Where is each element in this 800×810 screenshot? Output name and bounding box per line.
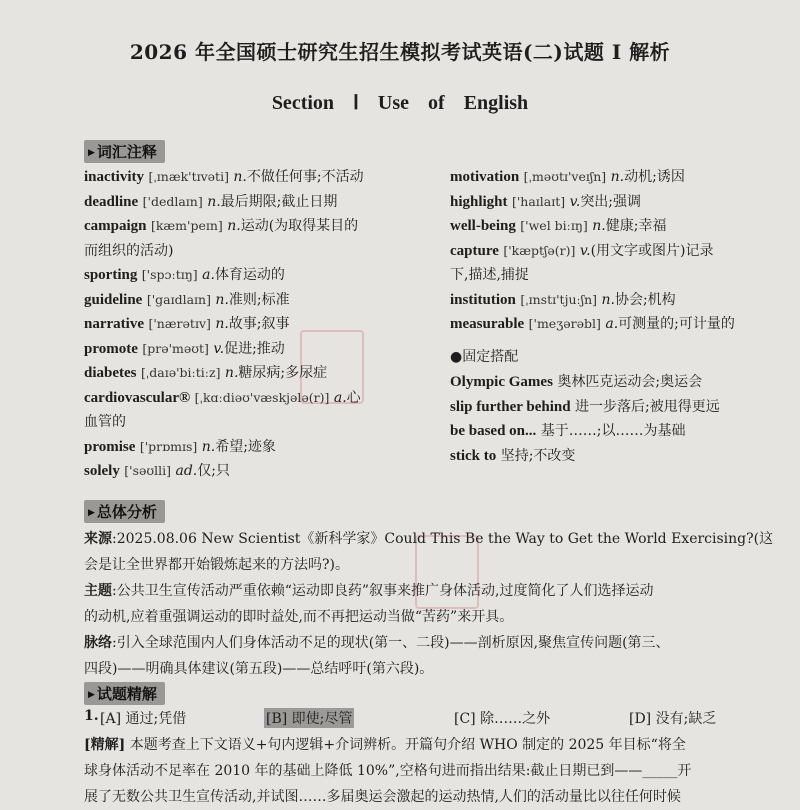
vocab-word: narrative [84, 316, 144, 332]
vocab-word: measurable [450, 316, 525, 332]
phrase-zh: 奥林匹克运动会;奥运会 [557, 374, 703, 390]
vocab-entry [450, 190, 800, 215]
phrase-entry [450, 419, 800, 444]
q1-explanation-line: 展了无数公共卫生宣传活动,并试图……多届奥运会激起的运动热情,人们的活动量比以往任何时候 [84, 789, 681, 805]
vocab-entry [84, 239, 444, 264]
analysis-text: :引入全球范围内人们身体活动不足的现状(第一、二段)——剖析原因,聚焦宣传问题(第三、 [112, 635, 670, 651]
part-of-speech: n. [207, 193, 221, 210]
phonetic: [ˌməʊtɪ'veɪʃn] [523, 169, 607, 184]
q1-option-d: [D] 没有;缺乏 [629, 711, 717, 727]
vocab-word: promote [84, 340, 138, 357]
phrase-entry [450, 444, 800, 469]
phonetic: ['kæptʃə(r)] [503, 242, 576, 258]
phrase-zh: 基于……;以……为基础 [540, 423, 686, 439]
vocab-word: cardiovascular® [84, 389, 191, 406]
vocab-entry [450, 239, 800, 264]
part-of-speech: n. [610, 169, 625, 185]
meaning: 促进;推动 [224, 340, 285, 357]
meaning: (用文字或图片)记录 [590, 242, 714, 259]
phonetic: [ˌɪnæk'tɪvəti] [148, 169, 229, 184]
vocab-entry [84, 190, 444, 215]
vocab-word: institution [450, 291, 516, 308]
meaning: 最后期限;截止日期 [220, 193, 338, 210]
meaning: 可测量的;可计量的 [618, 316, 735, 332]
vocab-word: well-being [450, 218, 516, 234]
phonetic: ['meʒərəbl] [528, 316, 601, 331]
vocab-word: campaign [84, 218, 147, 234]
vocab-word: capture [450, 242, 499, 259]
part-of-speech: ad. [175, 463, 198, 479]
part-of-speech: a. [605, 316, 619, 332]
phrase-en: Olympic Games [450, 374, 553, 390]
phonetic: ['səʊlli] [124, 463, 172, 478]
phonetic: [ˌɪnstɪ'tjuːʃn] [520, 291, 598, 307]
part-of-speech: n. [201, 438, 216, 455]
phrase-entry [450, 395, 800, 420]
vocab-word: solely [84, 463, 120, 479]
meaning: 准则;标准 [228, 291, 290, 308]
meaning: 仅;只 [197, 463, 230, 479]
vocab-entry [84, 337, 444, 362]
part-of-speech: n. [233, 169, 247, 185]
vocab-right-column [450, 165, 800, 337]
q1-explanation-line: 球身体活动不足率在 2010 年的基础上降低 10%”,空格句进而指出结果:截止日期已到——_____开 [84, 763, 692, 779]
analysis-text: :2025.08.06 New Scientist《新科学家》Could This Be the Way to Get the World Exercising?(这 [112, 531, 774, 547]
part-of-speech: n. [592, 218, 606, 234]
section-title: Section Ⅰ Use of English [271, 92, 529, 114]
phonetic: ['gaɪdlaɪn] [146, 291, 211, 307]
vocab-entry [450, 288, 800, 313]
phrase-zh: 进一步落后;被甩得更远 [575, 398, 720, 415]
phrase-en: stick to [450, 447, 497, 464]
analysis-label: 来源 [84, 531, 112, 547]
meaning: 血管的 [84, 414, 126, 430]
meaning: 故事;叙事 [228, 316, 290, 332]
phrase-entry [450, 370, 800, 395]
meaning: 而组织的活动) [84, 242, 174, 259]
phonetic: [ˌkɑːdiəʊ'væskjələ(r)] [194, 389, 330, 405]
vocab-entry [450, 263, 800, 288]
vocab-word: deadline [84, 193, 139, 210]
vocab-word: highlight [450, 193, 508, 210]
part-of-speech: n. [215, 291, 229, 308]
analysis-text: 会是让全世界都开始锻炼起来的方法吗?)。 [84, 557, 349, 573]
meaning: 希望;迹象 [215, 438, 276, 455]
explanation-label: [精解] [84, 737, 126, 753]
analysis-label: 主题 [84, 583, 112, 599]
analysis-line [84, 578, 796, 604]
part-of-speech: n. [215, 316, 229, 332]
vocab-entry [84, 459, 444, 484]
q1-option-c: [C] 除……之外 [454, 711, 551, 727]
meaning: 运动(为取得某目的 [240, 218, 359, 234]
part-of-speech: v. [569, 193, 581, 210]
vocab-entry [84, 361, 444, 386]
vocab-word: motivation [450, 169, 520, 185]
phonetic: [prə'məʊt] [142, 340, 209, 356]
phrase-en: be based on... [450, 423, 537, 439]
phonetic: ['wel biːɪŋ] [520, 218, 588, 233]
part-of-speech: v. [579, 242, 591, 259]
vocab-entry [84, 410, 444, 435]
phonetic: ['prɒmɪs] [139, 438, 198, 454]
q1-option-a: [A] 通过;凭借 [100, 711, 187, 727]
vocab-entry [450, 312, 800, 337]
vocab-word: inactivity [84, 169, 144, 185]
meaning: 协会;机构 [614, 291, 676, 308]
meaning: 体育运动的 [214, 267, 285, 283]
vocab-entry [450, 214, 800, 239]
phonetic: ['spɔːtɪŋ] [141, 267, 198, 282]
analysis-line [84, 630, 796, 656]
analysis-text: 四段)——明确具体建议(第五段)——总结呼吁(第六段)。 [84, 661, 434, 677]
part-of-speech: n. [227, 218, 241, 234]
meaning: 下,描述,捕捉 [450, 267, 529, 283]
phrases-list [450, 370, 800, 468]
meaning: 不做任何事;不活动 [246, 169, 364, 185]
phonetic: ['haɪlaɪt] [511, 193, 566, 209]
vocab-entry [450, 165, 800, 190]
meaning: 心 [346, 389, 361, 406]
analysis-line [84, 656, 796, 682]
q1-number: 1. [84, 708, 99, 724]
vocab-word: sporting [84, 267, 138, 283]
vocab-header: ▶ 词汇注释 [84, 140, 165, 163]
phrase-en: slip further behind [450, 398, 571, 415]
q1-explanation-line [84, 732, 796, 758]
analysis-header: ▶ 总体分析 [84, 500, 165, 523]
vocab-entry [84, 435, 444, 460]
phonetic: [kæm'peɪn] [150, 218, 223, 233]
analysis-label: 脉络 [84, 635, 112, 651]
vocab-word: promise [84, 438, 136, 455]
page-title: 2026 年全国硕士研究生招生模拟考试英语(二)试题 I 解析 [129, 40, 671, 64]
q1-option-b-answer: [B] 即使;尽管 [264, 708, 354, 728]
vocab-entry [84, 263, 444, 288]
phrase-zh: 坚持;不改变 [500, 447, 576, 464]
part-of-speech: a. [333, 389, 347, 406]
analysis-text: 的动机,应着重强调运动的即时益处,而不再把运动当做“苦药”来开具。 [84, 609, 514, 625]
analysis-text: :公共卫生宣传活动严重依赖“运动即良药”叙事来推广身体活动,过度简化了人们选择运动 [112, 583, 654, 599]
phonetic: ['dedlaɪn] [142, 193, 203, 209]
meaning: 糖尿病;多尿症 [238, 365, 328, 381]
vocab-word: diabetes [84, 365, 137, 381]
meaning: 突出;强调 [580, 193, 642, 210]
phonetic: ['nærətɪv] [148, 316, 211, 331]
part-of-speech: n. [224, 365, 239, 381]
phrases-header: ●固定搭配 [450, 349, 519, 365]
vocab-entry [84, 288, 444, 313]
phonetic: [ˌdaɪə'biːtiːz] [140, 365, 221, 380]
questions-header: ▶ 试题精解 [84, 682, 165, 705]
vocab-entry [84, 312, 444, 337]
meaning: 动机;诱因 [624, 169, 685, 185]
analysis-line [84, 552, 796, 578]
vocab-word: guideline [84, 291, 143, 308]
explanation-text: 本题考查上下文语义+句内逻辑+介词辨析。开篇句介绍 WHO 制定的 2025 年目标“将全 [129, 737, 686, 753]
part-of-speech: v. [213, 340, 225, 357]
vocab-left-column [84, 165, 444, 484]
vocab-entry [84, 165, 444, 190]
vocab-entry [84, 214, 444, 239]
vocab-entry [84, 386, 444, 411]
analysis-line [84, 604, 796, 630]
meaning: 健康;幸福 [605, 218, 667, 234]
part-of-speech: n. [601, 291, 615, 308]
analysis-line [84, 526, 796, 552]
part-of-speech: a. [202, 267, 215, 283]
